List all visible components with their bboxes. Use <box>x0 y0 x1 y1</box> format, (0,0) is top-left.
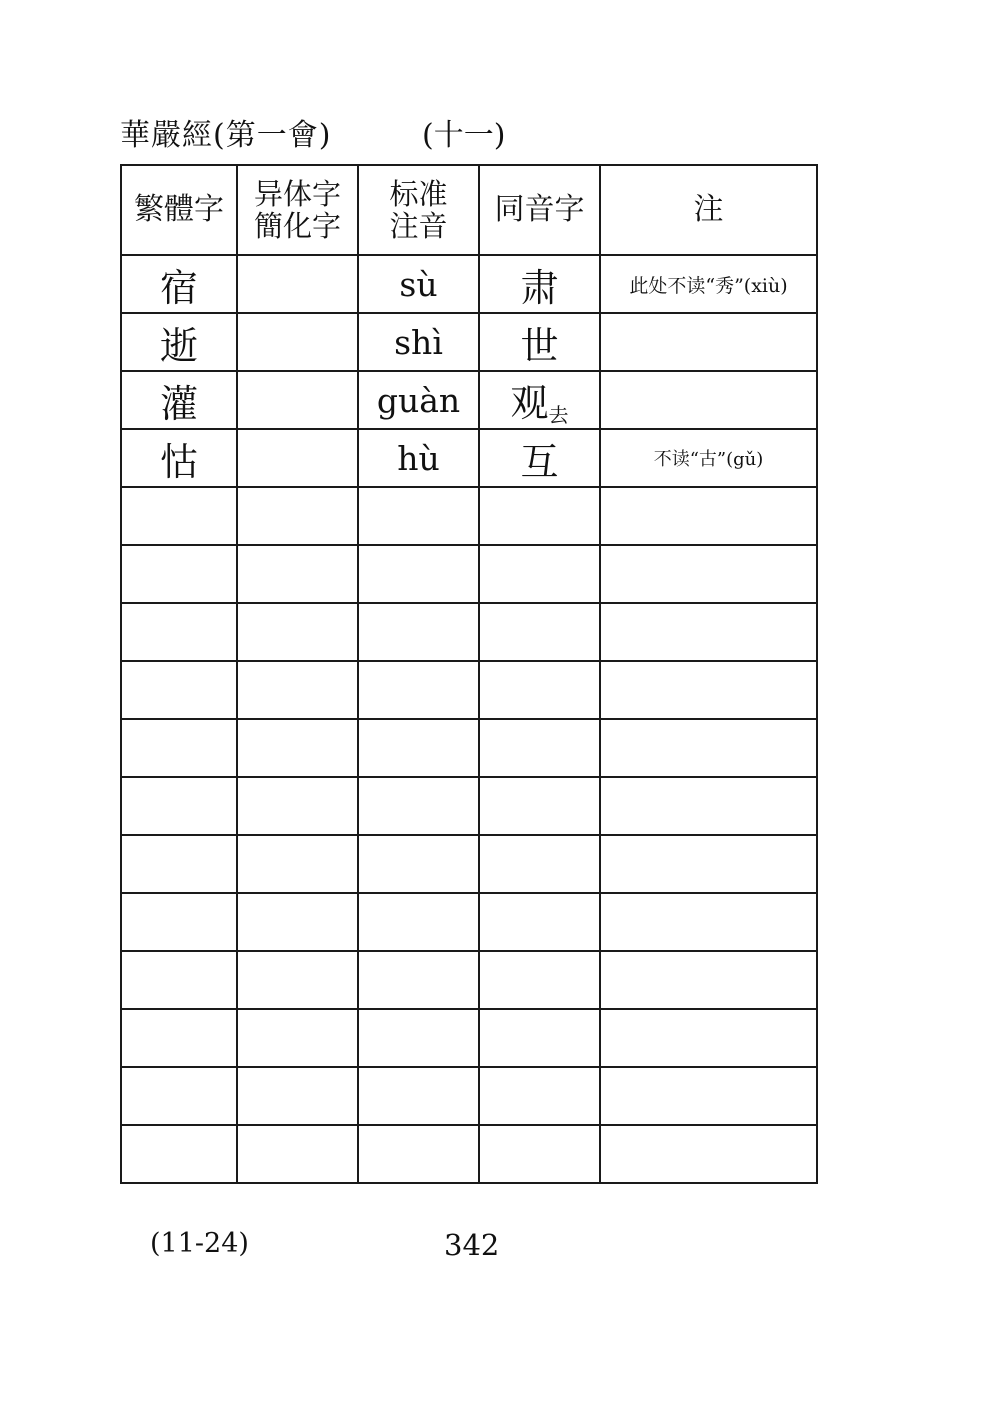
cell-note <box>600 603 817 661</box>
table-row-empty <box>121 661 817 719</box>
cell-traditional <box>121 893 237 951</box>
cell-note <box>600 313 817 371</box>
cell-variant <box>237 255 358 313</box>
table-row-empty <box>121 1125 817 1183</box>
table-row <box>121 429 817 487</box>
table-row-empty <box>121 835 817 893</box>
cell-pinyin <box>358 545 479 603</box>
cell-pinyin <box>358 893 479 951</box>
cell-pinyin <box>358 1125 479 1183</box>
cell-traditional: 怙 <box>121 429 237 487</box>
cell-traditional <box>121 719 237 777</box>
cell-homophone <box>479 487 600 545</box>
cell-pinyin <box>358 487 479 545</box>
cell-homophone <box>479 1125 600 1183</box>
header-pinyin <box>358 165 479 255</box>
cell-pinyin: hù <box>358 429 479 487</box>
table-row <box>121 371 817 429</box>
cell-traditional: 灌 <box>121 371 237 429</box>
cell-traditional <box>121 835 237 893</box>
cell-note <box>600 1009 817 1067</box>
table-row <box>121 313 817 371</box>
cell-homophone <box>479 951 600 1009</box>
cell-traditional: 逝 <box>121 313 237 371</box>
cell-homophone <box>479 777 600 835</box>
table-row-empty <box>121 1009 817 1067</box>
cell-traditional <box>121 951 237 1009</box>
cell-homophone: 互 <box>479 429 600 487</box>
cell-note <box>600 1067 817 1125</box>
cell-variant <box>237 835 358 893</box>
cell-homophone <box>479 719 600 777</box>
cell-note: 此处不读“秀”(xiù) <box>600 255 817 313</box>
cell-homophone: 世 <box>479 313 600 371</box>
cell-note <box>600 893 817 951</box>
cell-note <box>600 719 817 777</box>
cell-variant <box>237 951 358 1009</box>
table-row-empty <box>121 545 817 603</box>
cell-homophone: 肃 <box>479 255 600 313</box>
page-number: 342 <box>444 1228 500 1262</box>
cell-traditional <box>121 777 237 835</box>
cell-variant <box>237 1067 358 1125</box>
header-pinyin-line2: 注音 <box>389 209 448 243</box>
cell-homophone <box>479 545 600 603</box>
cell-variant <box>237 487 358 545</box>
cell-pinyin <box>358 777 479 835</box>
document-title: 華嚴經(第一會) <box>120 118 332 153</box>
table-row-empty <box>121 893 817 951</box>
cell-traditional <box>121 603 237 661</box>
cell-variant <box>237 371 358 429</box>
cell-traditional <box>121 1125 237 1183</box>
cell-pinyin: sù <box>358 255 479 313</box>
cell-homophone <box>479 661 600 719</box>
cell-variant <box>237 545 358 603</box>
cell-variant <box>237 661 358 719</box>
cell-traditional <box>121 487 237 545</box>
header-note: 注 <box>600 165 817 255</box>
cell-homophone: 观去 <box>479 371 600 429</box>
table-row-empty <box>121 1067 817 1125</box>
cell-note: 不读“古”(gǔ) <box>600 429 817 487</box>
cell-note <box>600 661 817 719</box>
cell-pinyin: shì <box>358 313 479 371</box>
cell-homophone <box>479 1067 600 1125</box>
cell-homophone <box>479 893 600 951</box>
cell-note <box>600 951 817 1009</box>
cell-pinyin <box>358 951 479 1009</box>
table-row <box>121 255 817 313</box>
cell-pinyin <box>358 1009 479 1067</box>
cell-note <box>600 835 817 893</box>
header-variant-line1: 异体字 <box>253 177 341 211</box>
cell-pinyin <box>358 1067 479 1125</box>
cell-traditional <box>121 1067 237 1125</box>
table-row-empty <box>121 777 817 835</box>
cell-variant <box>237 429 358 487</box>
table-row-empty <box>121 719 817 777</box>
cell-variant <box>237 719 358 777</box>
cell-homophone <box>479 1009 600 1067</box>
cell-variant <box>237 1009 358 1067</box>
cell-note <box>600 777 817 835</box>
cell-note <box>600 545 817 603</box>
cell-homophone <box>479 835 600 893</box>
cell-note <box>600 1125 817 1183</box>
document-part-number: (十一) <box>422 118 506 153</box>
table-row-empty <box>121 951 817 1009</box>
cell-traditional <box>121 1009 237 1067</box>
cell-variant <box>237 893 358 951</box>
cell-pinyin <box>358 835 479 893</box>
cell-pinyin <box>358 719 479 777</box>
cell-pinyin: guàn <box>358 371 479 429</box>
table-row-empty <box>121 487 817 545</box>
cell-traditional <box>121 661 237 719</box>
cell-variant <box>237 777 358 835</box>
cell-pinyin <box>358 661 479 719</box>
cell-traditional <box>121 545 237 603</box>
header-variant <box>237 165 358 255</box>
cell-variant <box>237 1125 358 1183</box>
header-pinyin-line1: 标准 <box>389 177 448 211</box>
cell-variant <box>237 313 358 371</box>
pronunciation-table <box>120 164 818 1184</box>
cell-note <box>600 371 817 429</box>
cell-note <box>600 487 817 545</box>
form-code: (11-24) <box>150 1228 249 1259</box>
cell-variant <box>237 603 358 661</box>
table-header-row <box>121 165 817 255</box>
header-traditional: 繁體字 <box>121 165 237 255</box>
cell-homophone <box>479 603 600 661</box>
table-row-empty <box>121 603 817 661</box>
cell-traditional: 宿 <box>121 255 237 313</box>
header-homophone: 同音字 <box>479 165 600 255</box>
cell-pinyin <box>358 603 479 661</box>
header-variant-line2: 簡化字 <box>253 209 341 243</box>
